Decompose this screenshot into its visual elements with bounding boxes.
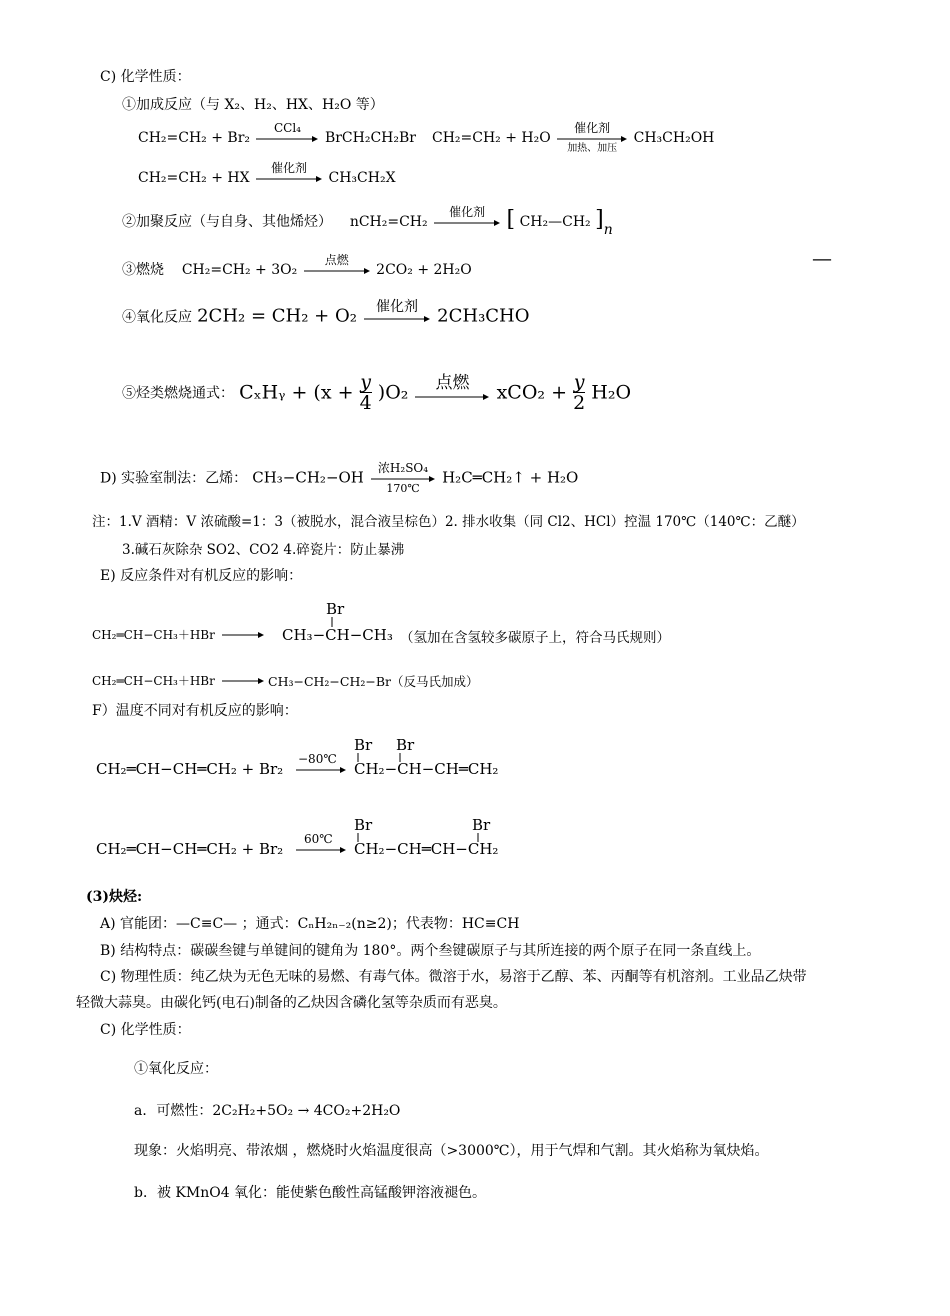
polymer-unit: CH₂—CH₂ bbox=[519, 214, 591, 230]
condition-bottom: 170℃ bbox=[386, 482, 420, 495]
alkyne-phenomenon: 现象：火焰明亮、带浓烟 ，燃烧时火焰温度很高（>3000℃），用于气焊和气割。其火焰称为氧炔焰。 bbox=[134, 1143, 769, 1159]
reaction-arrow bbox=[364, 300, 430, 334]
polymerization-line bbox=[122, 206, 613, 238]
numerator: y bbox=[573, 371, 585, 393]
alkyne-physical-1: C) 物理性质：纯乙炔为无色无味的易燃、有毒气体。微溶于水，易溶于乙醇、苯、丙酮等有机溶剂。工业品乙炔带 bbox=[100, 969, 807, 985]
reaction-arrow bbox=[256, 162, 322, 194]
alkyne-structure: B) 结构特点：碳碳叁键与单键间的键角为 180°。两个叁键碳原子与其所连接的两个原子在同一条直线上。 bbox=[100, 943, 761, 959]
reaction-arrow bbox=[304, 254, 370, 286]
polymerization-title: ②加聚反应（与自身、其他烯烃） bbox=[122, 214, 332, 230]
formula-right: xCO₂ + bbox=[496, 381, 567, 404]
condition: −80℃ bbox=[298, 752, 337, 766]
fraction-y-over-4 bbox=[360, 372, 372, 413]
alkyne-kmno4: b．被 KMnO4 氧化：能使紫色酸性高锰酸钾溶液褪色。 bbox=[134, 1185, 487, 1201]
denominator: 2 bbox=[573, 392, 586, 414]
reactants: CH₂=CH₂ + H₂O bbox=[432, 130, 551, 146]
product: CH₂−CH−CH═CH₂ bbox=[354, 760, 499, 778]
markovnikov-reaction bbox=[92, 600, 912, 650]
addition-reaction-hx bbox=[138, 162, 396, 194]
alkyne-combustion: a．可燃性：2C₂H₂+5O₂ → 4CO₂+2H₂O bbox=[134, 1103, 401, 1119]
formula-mid: )O₂ bbox=[377, 381, 409, 404]
formula-water: H₂O bbox=[591, 381, 632, 404]
condition: 催化剂 bbox=[574, 121, 611, 135]
bromo-substituent: Br bbox=[326, 600, 345, 618]
condition: 催化剂 bbox=[271, 161, 308, 175]
condition: 催化剂 bbox=[376, 299, 419, 315]
reactants: CH₂=CH₂ + Br₂ bbox=[138, 130, 251, 146]
left-bracket: [ bbox=[506, 207, 516, 232]
degree-n: n bbox=[603, 222, 613, 238]
condition-top: 浓H₂SO₄ bbox=[377, 461, 429, 475]
reactant-ethanol: CH₃−CH₂−OH bbox=[252, 468, 364, 487]
alkyne-chemical-title: C) 化学性质： bbox=[100, 1022, 191, 1038]
formula-left: CₓHᵧ + (x + bbox=[239, 381, 354, 404]
note-line-2: 3.碱石灰除杂 SO2、CO2 4.碎瓷片：防止暴沸 bbox=[122, 542, 405, 558]
reactants: 2CH₂ = CH₂ + O₂ bbox=[197, 305, 357, 327]
bromo-2: Br bbox=[396, 736, 415, 754]
reactants: nCH₂=CH₂ bbox=[349, 214, 428, 230]
product: CH₃−CH₂−CH₂−Br（反马氏加成） bbox=[268, 674, 479, 689]
fraction-y-over-2 bbox=[573, 372, 585, 413]
reaction-arrow bbox=[256, 122, 318, 154]
reaction-arrow bbox=[296, 846, 346, 854]
reactants: CH₂═CH−CH═CH₂ + Br₂ bbox=[96, 760, 284, 778]
combustion-line bbox=[122, 254, 472, 286]
reactants: CH₂═CH−CH₃＋HBr bbox=[92, 628, 215, 642]
condition: 催化剂 bbox=[449, 205, 486, 219]
products: CH₃CH₂X bbox=[328, 170, 396, 186]
general-combustion-line bbox=[122, 372, 631, 413]
oxidation-title: ④氧化反应 bbox=[122, 309, 192, 326]
condition: 点燃 bbox=[324, 253, 349, 267]
products: CH₃CH₂OH bbox=[633, 130, 715, 146]
alkyne-oxidation-title: ①氧化反应： bbox=[134, 1061, 218, 1077]
bromo-1: Br bbox=[354, 736, 373, 754]
condition-bottom: 加热、加压 bbox=[567, 143, 618, 154]
low-temp-addition bbox=[96, 736, 596, 786]
stray-dash: — bbox=[812, 246, 832, 270]
alkyne-heading: (3)炔烃: bbox=[86, 889, 143, 905]
note-line-1: 注：1.V 酒精：V 浓硫酸=1：3（被脱水，混合液呈棕色）2. 排水收集（同 Cl2、HCl）控温 170℃（140℃：乙醚） bbox=[92, 514, 805, 530]
products: H₂C═CH₂↑ + H₂O bbox=[442, 468, 579, 487]
reaction-arrow bbox=[222, 631, 264, 639]
reaction-arrow bbox=[222, 677, 264, 685]
alkyne-physical-2: 轻微大蒜臭。由碳化钙(电石)制备的乙炔因含磷化氢等杂质而有恶臭。 bbox=[76, 995, 507, 1011]
reaction-arrow bbox=[371, 462, 435, 494]
products: 2CH₃CHO bbox=[437, 305, 530, 327]
reactants: CH₂═CH−CH═CH₂ + Br₂ bbox=[96, 840, 284, 858]
reactants: CH₂=CH₂ + HX bbox=[138, 170, 250, 186]
addition-reaction-h2o bbox=[432, 122, 714, 154]
condition: CCl₄ bbox=[273, 121, 301, 135]
bromo-1: Br bbox=[354, 816, 373, 834]
numerator: y bbox=[360, 371, 371, 393]
general-combustion-title: ⑤烃类燃烧通式： bbox=[122, 385, 234, 402]
product: CH₃−CH−CH₃ bbox=[282, 626, 393, 644]
product: CH₂−CH═CH−CH₂ bbox=[354, 840, 499, 858]
anti-markovnikov-reaction bbox=[92, 670, 912, 692]
section-c-title: C) 化学性质： bbox=[100, 69, 191, 85]
section-e-title: E) 反应条件对有机反应的影响： bbox=[100, 568, 303, 584]
reaction-arrow bbox=[434, 206, 500, 238]
denominator: 4 bbox=[359, 392, 372, 414]
addition-reaction-br2 bbox=[138, 122, 416, 154]
reaction-arrow bbox=[415, 374, 489, 412]
oxidation-line bbox=[122, 300, 530, 334]
reactants: CH₂═CH−CH₃＋HBr bbox=[92, 674, 215, 688]
reaction-arrow bbox=[296, 766, 346, 774]
condition: 60℃ bbox=[304, 832, 333, 846]
reactants: CH₂=CH₂ + 3O₂ bbox=[181, 262, 298, 278]
products: 2CO₂ + 2H₂O bbox=[376, 262, 472, 278]
section-f-title: F）温度不同对有机反应的影响： bbox=[92, 703, 298, 719]
right-bracket: ] bbox=[595, 207, 604, 232]
condition: 点燃 bbox=[435, 372, 470, 393]
high-temp-addition bbox=[96, 816, 596, 866]
section-d-title: D) 实验室制法：乙烯： bbox=[100, 470, 248, 487]
combustion-title: ③燃烧 bbox=[122, 262, 164, 278]
alkyne-functional-group: A) 官能团：—C≡C— ；通式：CₙH₂ₙ₋₂(n≥2)；代表物：HC≡CH bbox=[100, 916, 520, 932]
products: BrCH₂CH₂Br bbox=[324, 130, 416, 146]
reaction-arrow bbox=[557, 122, 627, 154]
bromo-2: Br bbox=[472, 816, 491, 834]
addition-title: ①加成反应（与 X₂、H₂、HX、H₂O 等） bbox=[122, 97, 384, 113]
markovnikov-note: （氢加在含氢较多碳原子上，符合马氏规则） bbox=[400, 630, 670, 646]
section-d-line bbox=[100, 462, 578, 494]
